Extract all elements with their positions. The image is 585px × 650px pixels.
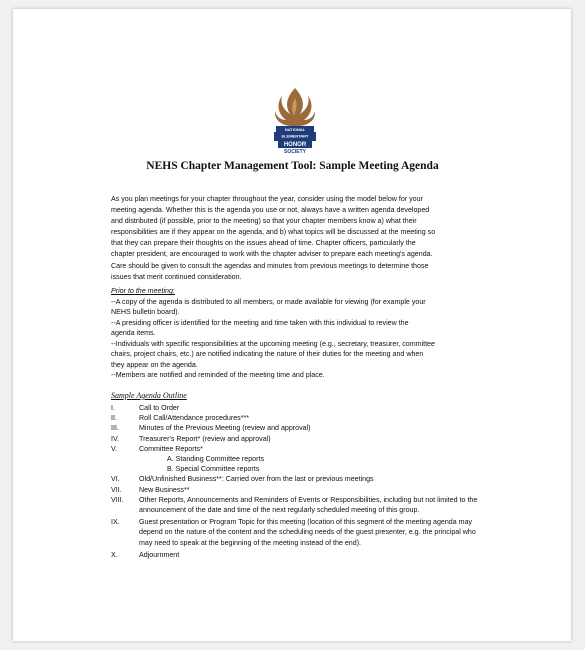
outline-item xyxy=(111,495,481,515)
outline-item xyxy=(111,485,481,495)
agenda-outline xyxy=(111,403,481,560)
intro-line: and distributed (if possible, prior to the meeting) so that your chapter members know a) what their xyxy=(111,217,417,226)
intro-line: that they can prepare their thoughts on the issues ahead of time. Chapter officers, particularly the xyxy=(111,239,416,248)
outline-subitem xyxy=(111,464,481,474)
intro-paragraph xyxy=(111,194,471,283)
outline-text: B. Special Committee reports xyxy=(167,465,260,474)
intro-line: meeting agenda. Whether this is the agenda you use or not, always have a written agenda developed xyxy=(111,206,430,215)
svg-text:HONOR: HONOR xyxy=(283,142,307,148)
outline-text: Roll Call/Attendance procedures*** xyxy=(139,414,250,423)
outline-item xyxy=(111,474,481,484)
outline-text: A. Standing Committee reports xyxy=(167,455,264,464)
outline-item xyxy=(111,423,481,433)
prior-line: they appear on the agenda. xyxy=(111,360,198,369)
outline-text: New Business** xyxy=(139,485,190,494)
outline-number: VII. xyxy=(111,485,122,494)
prior-line: agenda items. xyxy=(111,329,156,337)
page-title: NEHS Chapter Management Tool: Sample Meeting Agenda xyxy=(146,160,439,172)
svg-text:ELEMENTARY: ELEMENTARY xyxy=(281,133,309,139)
outline-number: II. xyxy=(111,414,117,423)
intro-line: Care should be given to consult the agendas and minutes from previous meetings to determine those xyxy=(111,261,429,270)
prior-line: chairs, project chairs, etc.) are notified indicating the nature of their duties for the meeting and when xyxy=(111,350,424,358)
outline-item xyxy=(111,403,481,413)
nehs-torch-logo xyxy=(270,84,320,156)
svg-text:NATIONAL: NATIONAL xyxy=(284,126,306,132)
outline-item xyxy=(111,550,481,560)
prior-line: --A presiding officer is identified for the meeting and time taken with this individual to review the xyxy=(111,318,409,327)
outline-number: III. xyxy=(111,424,119,433)
prior-line: --Members are notified and reminded of the meeting time and place. xyxy=(111,371,325,379)
outline-text: Adjournment xyxy=(139,550,180,559)
prior-section xyxy=(111,286,476,381)
outline-text: Call to Order xyxy=(139,404,180,412)
prior-line: NEHS bulletin board). xyxy=(111,308,180,316)
outline-number: VIII. xyxy=(111,495,124,504)
prior-line: --Individuals with specific responsibilities at the upcoming meeting (e.g., secretary, treasurer, committee xyxy=(111,339,435,348)
intro-line: issues that merit continued consideration. xyxy=(111,272,242,281)
intro-line: chapter president, are encouraged to work with the chapter adviser to prepare each meeting's agenda. xyxy=(111,250,433,259)
outline-subitem xyxy=(111,454,481,464)
outline-item xyxy=(111,444,481,454)
outline-item xyxy=(111,413,481,423)
outline-number: IX. xyxy=(111,518,120,527)
intro-line: As you plan meetings for your chapter throughout the year, consider using the model below for your xyxy=(111,195,423,203)
outline-heading: Sample Agenda Outline xyxy=(111,391,187,400)
svg-text:SOCIETY: SOCIETY xyxy=(284,149,306,155)
prior-line: --A copy of the agenda is distributed to all members, or made available for viewing (for example your xyxy=(111,297,426,306)
outline-text: Other Reports, Announcements and Reminders of Events or Responsibilities, including but not limited to the announcement of the date and time of the next regularly scheduled meeting of this group. xyxy=(139,495,478,515)
outline-number: VI. xyxy=(111,475,120,484)
outline-item xyxy=(111,434,481,444)
outline-number: IV. xyxy=(111,434,120,443)
outline-text: Guest presentation or Program Topic for this meeting (location of this segment of the meeting agenda may depend on the nature of the content and the scheduling needs of the guest presenter, e.g. the principal who may need to speak at the beginning of the meeting instead of the end). xyxy=(139,518,476,547)
outline-number: V. xyxy=(111,444,118,453)
outline-text: Committee Reports* xyxy=(139,444,203,453)
prior-heading: Prior to the meeting: xyxy=(111,287,175,295)
outline-item xyxy=(111,517,481,548)
outline-text: Treasurer's Report* (review and approval) xyxy=(139,434,271,443)
outline-text: Minutes of the Previous Meeting (review and approval) xyxy=(139,424,311,433)
outline-number: X. xyxy=(111,550,118,559)
outline-text: Old/Unfinished Business**: Carried over from the last or previous meetings xyxy=(139,475,374,484)
intro-line: responsibilities are if they appear on the agenda, and b) what topics will be discussed at the meeting so xyxy=(111,228,436,237)
outline-number: I. xyxy=(111,404,115,412)
